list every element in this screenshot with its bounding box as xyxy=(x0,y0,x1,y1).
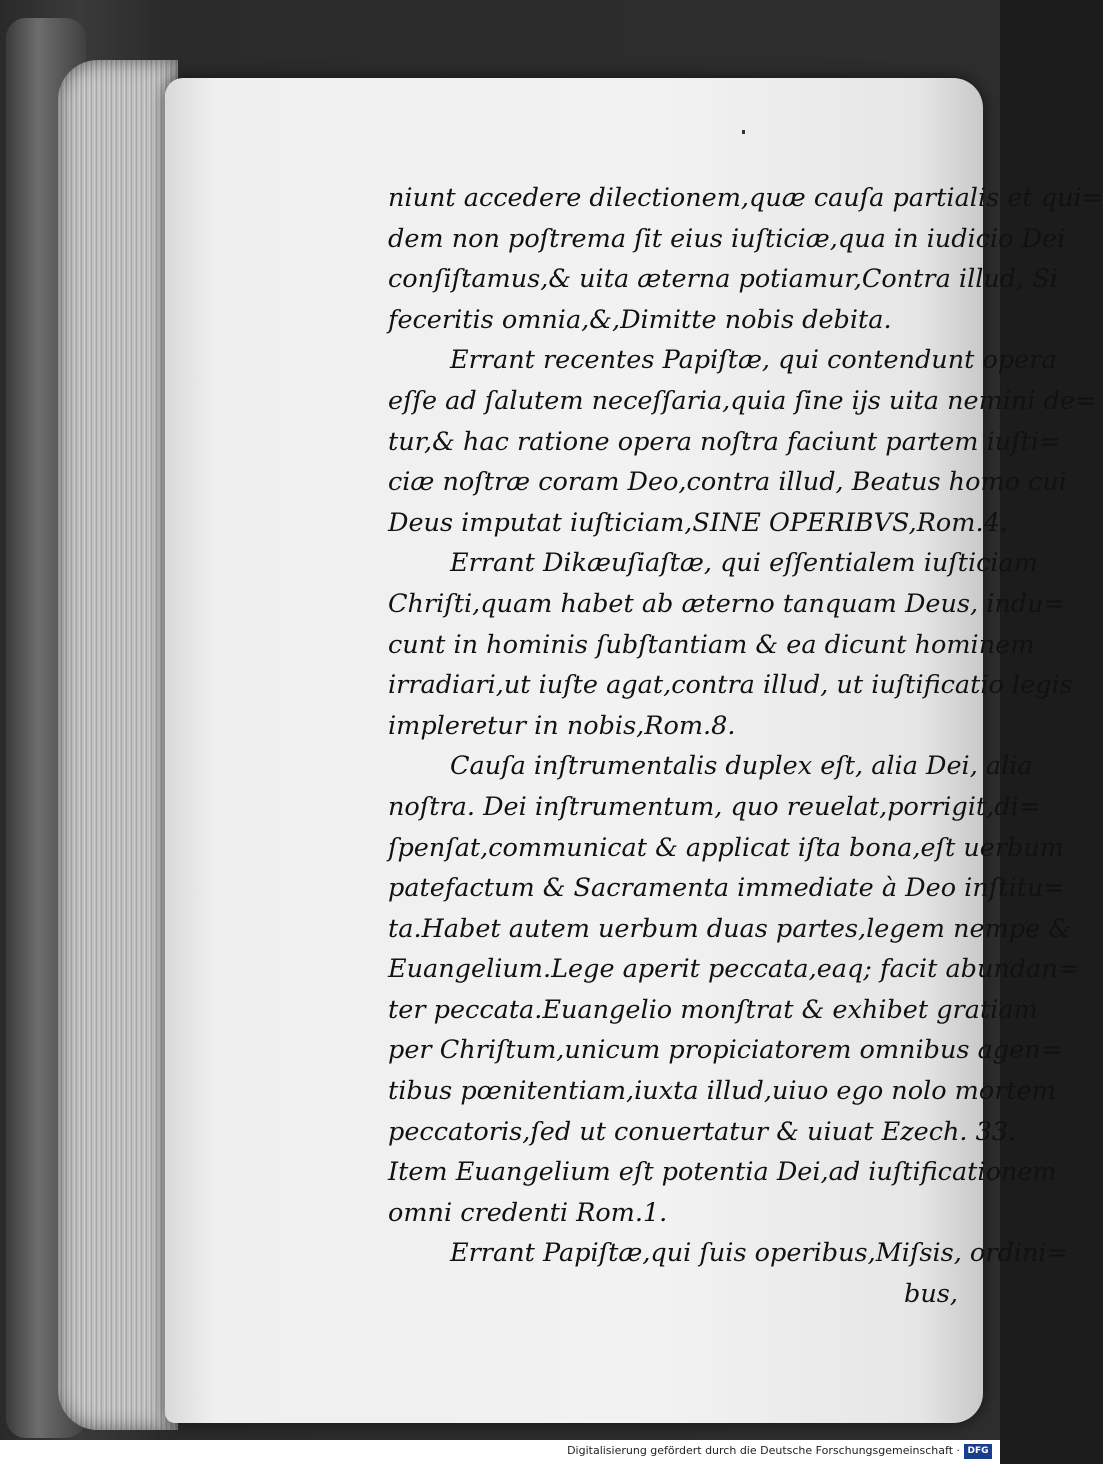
page-text xyxy=(388,178,1103,1315)
paragraph-start: Errant recentes Papiſtæ, qui contendunt opera xyxy=(450,345,1057,376)
text-line: tur,& hac ratione opera noſtra faciunt partem iuſti= xyxy=(388,426,1061,457)
text-line: eſſe ad ſalutem neceſſaria,quia ſine ijs uita nemini de= xyxy=(388,385,1097,416)
paragraph-start: Errant Papiſtæ,qui ſuis operibus,Miſsis, ordini= xyxy=(450,1238,1068,1269)
funding-credit: Digitalisierung gefördert durch die Deutsche Forschungsgemeinschaft · xyxy=(567,1444,960,1457)
text-line: conſiſtamus,& uita æterna potiamur,Contra illud, Si xyxy=(388,264,1058,295)
dfg-logo: DFG xyxy=(964,1444,992,1459)
text-line: ter peccata.Euangelio monſtrat & exhibet gratiam xyxy=(388,994,1038,1025)
footer-bar xyxy=(0,1440,1000,1464)
text-line: ſpenſat,communicat & applicat iſta bona,eſt uerbum xyxy=(388,832,1064,863)
text-line: Deus imputat iuſticiam,SINE OPERIBVS,Rom.4. xyxy=(388,507,1008,538)
text-line: cunt in hominis ſubſtantiam & ea dicunt hominem xyxy=(388,629,1035,660)
paragraph-start: Errant Dikæuſiaſtæ, qui eſſentialem iuſticiam xyxy=(450,548,1038,579)
text-line: patefactum & Sacramenta immediate à Deo inſtitu= xyxy=(388,873,1065,904)
text-line: ta.Habet autem uerbum duas partes,legem nempe & xyxy=(388,913,1071,944)
text-line: impleretur in nobis,Rom.8. xyxy=(388,710,736,741)
page-stack-edge xyxy=(58,60,178,1430)
text-line: Euangelium.Lege aperit peccata,eaq; facit abundan= xyxy=(388,954,1080,985)
text-line: niunt accedere dilectionem,quæ cauſa partialis et qui= xyxy=(388,183,1103,213)
text-line: Item Euangelium eſt potentia Dei,ad iuſtificationem xyxy=(388,1157,1057,1188)
paragraph-start: Cauſa inſtrumentalis duplex eſt, alia Dei, alia xyxy=(450,751,1033,782)
text-line: irradiari,ut iuſte agat,contra illud, ut iuſtificatio legis xyxy=(388,670,1073,701)
text-line: per Chriſtum,unicum propiciatorem omnibus agen= xyxy=(388,1035,1062,1066)
text-line: noſtra. Dei inſtrumentum, quo reuelat,porrigit,di= xyxy=(388,791,1041,822)
catchword: bus, xyxy=(904,1279,958,1310)
page-speck xyxy=(742,130,745,134)
text-line: dem non poſtrema ſit eius iuſticiæ,qua in iudicio Dei xyxy=(388,223,1066,254)
text-line: Chriſti,quam habet ab æterno tanquam Deus, indu= xyxy=(388,588,1065,619)
text-line: omni credenti Rom.1. xyxy=(388,1197,668,1228)
text-line: feceritis omnia,&,Dimitte nobis debita. xyxy=(388,304,892,335)
text-line: ciæ noſtræ coram Deo,contra illud, Beatus homo cui xyxy=(388,467,1067,498)
text-line: peccatoris,ſed ut conuertatur & uiuat Ezech. 33. xyxy=(388,1116,1017,1147)
text-line: tibus pœnitentiam,iuxta illud,uiuo ego nolo mortem xyxy=(388,1076,1056,1107)
